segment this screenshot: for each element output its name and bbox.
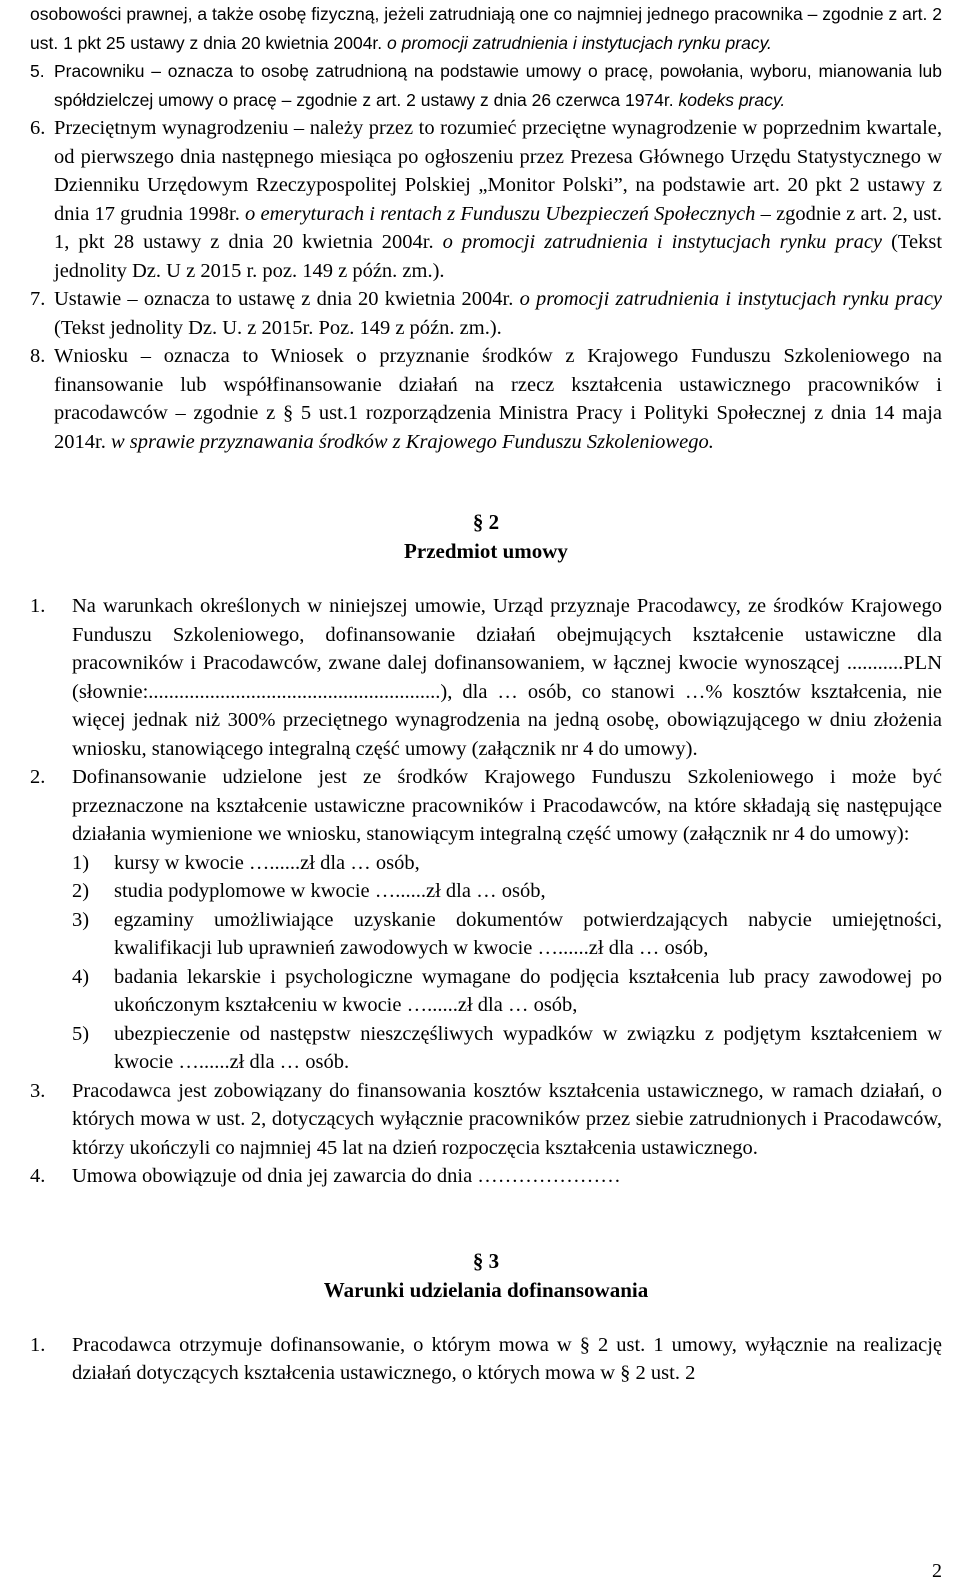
- definition-number: 7.: [30, 288, 46, 310]
- list-item: 3. Pracodawca jest zobowiązany do finansowania kosztów kształcenia ustawicznego, w ramach działań, o których mowa w ust. 2, dotyczących wyłącznie pracowników przez siebie zatrudnionych i Pracodawców, którzy ukończyli co najmniej 45 lat na dzień rozpoczęcia kształcenia ustawicznego.: [30, 1079, 942, 1159]
- section-3-sign: § 3: [472, 1248, 500, 1273]
- definition-number: 6.: [30, 117, 46, 139]
- list-item: 4. Umowa obowiązuje od dnia jej zawarcia do dnia …………………: [30, 1165, 621, 1187]
- definition-text: Przeciętnym wynagrodzeniu – należy przez to rozumieć przeciętne wynagrodzenie w poprzednim kwartale, od pierwszego dnia następnego miesiąca po ogłoszeniu przez Prezesa Głównego Urzędu Statystycznego w Dzienniku Urzędowym Rzeczypospolitej Polskiej „Monitor Polski”, na podstawie art. 20 pkt 2 ustawy z dnia 17 grudnia 1998r. o emeryturach i rentach z Funduszu Ubezpieczeń Społecznych – zgodnie z art. 2, ust. 1, pkt 28 ustawy z dnia 20 kwietnia 2004r. o promocji zatrudnienia i instytucjach rynku pracy (Tekst jednolity Dz. U z 2015 r. poz. 149 z późn. zm.).: [54, 117, 943, 282]
- list-item: 1. Na warunkach określonych w niniejszej umowie, Urząd przyznaje Pracodawcy, ze środków Krajowego Funduszu Szkoleniowego, dofinansowanie działań obejmujących kształcenie ustawiczne dla pracowników i Pracodawców, zwane dalej dofinansowaniem, w łącznej kwocie wynoszącej ...........PLN (słownie:.........................................................), dla … osób, co stanowi …% kosztów kształcenia, nie więcej jednak niż 300% przeciętnego wynagrodzenia na jedną osobę, obowiązującego w dniu złożenia wniosku, stanowiącego integralną część umowy (załącznik nr 4 do umowy).: [30, 595, 942, 760]
- definition-text: Ustawie – oznacza to ustawę z dnia 20 kwietnia 2004r. o promocji zatrudnienia i instytucjach rynku pracy (Tekst jednolity Dz. U. z 2015r. Poz. 149 z późn. zm.).: [54, 288, 943, 339]
- definition-number: 5.: [30, 61, 45, 81]
- section-2-subpoints: [30, 849, 942, 1077]
- list-item: 4) badania lekarskie i psychologiczne wymagane do podjęcia kształcenia lub pracy zawodowej po ukończonym kształceniu w kwocie …......zł dla … osób,: [72, 965, 942, 1016]
- section-2-sign: § 2: [472, 510, 500, 534]
- definition-6: [30, 114, 942, 285]
- list-item: 3) egzaminy umożliwiające uzyskanie dokumentów potwierdzających nabycie umiejętności, kwalifikacji lub uprawnień zawodowych w kwocie …......zł dla … osób,: [72, 908, 942, 959]
- section-3-title: Warunki udzielania dofinansowania: [323, 1277, 649, 1302]
- definition-text: Pracowniku – oznacza to osobę zatrudnioną na podstawie umowy o pracę, powołania, wyboru, mianowania lub spółdzielczej umowy o pracę – zgodnie z art. 2 ustawy z dnia 26 czerwca 1974r. kodeks pracy.: [54, 61, 942, 110]
- section-2-title: Przedmiot umowy: [404, 539, 568, 563]
- definition-5: [30, 57, 942, 114]
- definition-8: [30, 342, 942, 456]
- list-item: 2. Dofinansowanie udzielone jest ze środków Krajowego Funduszu Szkoleniowego i może być przeznaczone na kształcenie ustawiczne pracowników i Pracodawców, na które składają się następujące działania wymienione we wniosku, stanowiącym integralną część umowy (załącznik nr 4 do umowy):: [30, 766, 942, 845]
- list-item: 5) ubezpieczenie od następstw nieszczęśliwych wypadków w związku z podjętym kształceniem w kwocie …......zł dla … osób.: [72, 1022, 942, 1073]
- list-item: 1. Pracodawca otrzymuje dofinansowanie, o którym mowa w § 2 ust. 1 umowy, wyłącznie na realizację działań dotyczących kształcenia ustawicznego, o których mowa w § 2 ust. 2: [30, 1333, 942, 1384]
- definition-7: [30, 285, 942, 342]
- definition-text: Wniosku – oznacza to Wniosek o przyznanie środków z Krajowego Funduszu Szkoleniowego na finansowanie lub współfinansowanie działań na rzecz kształcenia ustawicznego pracowników i pracodawców – zgodnie z § 5 ust.1 rozporządzenia Ministra Pracy i Polityki Społecznej z dnia 14 maja 2014r. w sprawie przyznawania środków z Krajowego Funduszu Szkoleniowego.: [54, 345, 942, 453]
- document-page: [30, 0, 942, 1388]
- list-item: 1) kursy w kwocie …......zł dla … osób,: [72, 851, 420, 874]
- page-number: 2: [932, 1560, 942, 1582]
- definition-number: 8.: [30, 345, 46, 367]
- definition-4-continued: osobowości prawnej, a także osobę fizyczną, jeżeli zatrudniają one co najmniej jednego pracownika – zgodnie z art. 2 ust. 1 pkt 25 ustawy z dnia 20 kwietnia 2004r. o promocji zatrudnienia i instytucjach rynku pracy.: [30, 4, 942, 53]
- section-2-points: [30, 592, 942, 1191]
- list-item: 2) studia podyplomowe w kwocie …......zł dla … osób,: [72, 880, 546, 902]
